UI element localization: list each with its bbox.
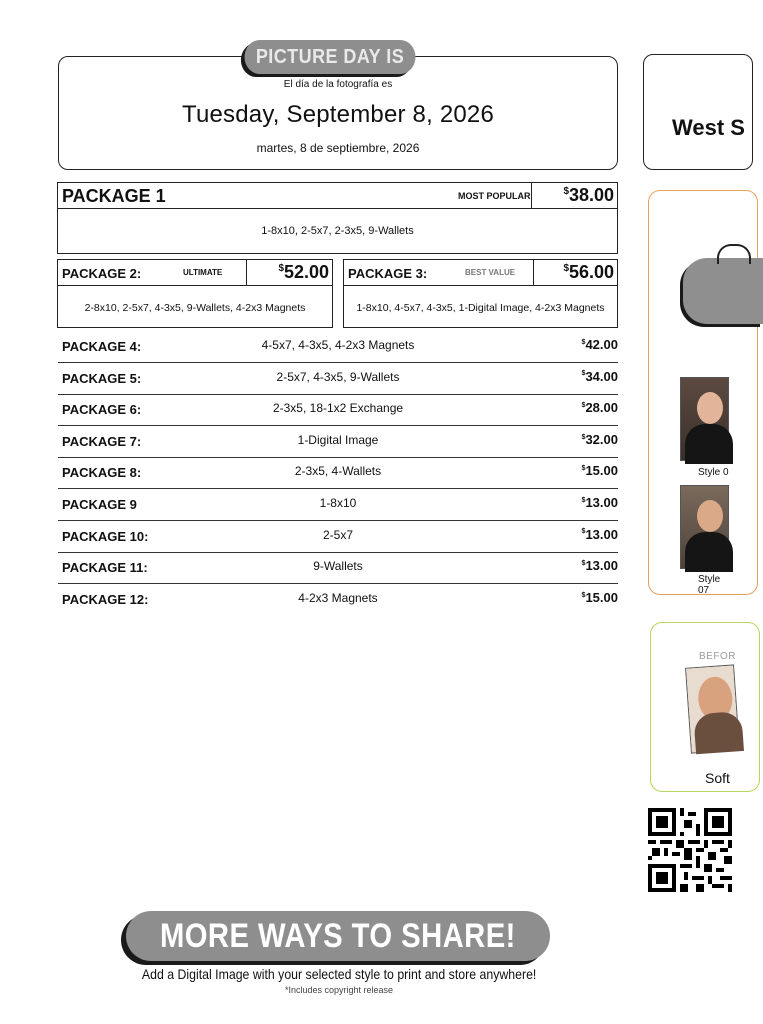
package-2-price-cell	[246, 260, 333, 285]
package-price: $13.00	[581, 495, 618, 510]
school-name-partial: West S	[672, 115, 745, 140]
package-2-box	[57, 259, 333, 328]
style-photo-2	[680, 485, 729, 569]
school-name-box	[643, 54, 753, 170]
package-name: PACKAGE 5:	[62, 370, 142, 386]
package-row	[58, 552, 618, 584]
package-2-price: $52.00	[278, 262, 329, 282]
package-contents: 2-3x5, 18-1x2 Exchange	[272, 401, 404, 416]
qr-code-icon	[648, 808, 732, 892]
package-contents: 2-5x7	[322, 527, 354, 542]
bag-icon	[683, 258, 763, 324]
package-price: $13.00	[581, 558, 618, 574]
package-name: PACKAGE 6:	[62, 402, 142, 418]
package-contents: 1-Digital Image	[297, 432, 379, 447]
package-1-badge: MOST POPULAR	[458, 191, 531, 201]
package-1-contents: 1-8x10, 2-5x7, 2-3x5, 9-Wallets	[261, 225, 414, 237]
picture-day-date: Tuesday, September 8, 2026	[181, 101, 495, 128]
package-2-contents: 2-8x10, 2-5x7, 4-3x5, 9-Wallets, 4-2x3 Magnets	[84, 302, 306, 314]
package-1-price: $38.00	[563, 185, 614, 205]
package-row	[58, 521, 618, 553]
package-name: PACKAGE 9	[62, 497, 137, 512]
digital-image-line-text: Add a Digital Image with your selected style to print and store anywhere!	[141, 966, 537, 982]
package-3-name: PACKAGE 3:	[348, 266, 428, 281]
package-1-price-cell	[531, 183, 618, 208]
style-photo-1	[680, 377, 729, 461]
package-3-price-cell	[533, 260, 618, 285]
package-name: PACKAGE 7:	[62, 433, 142, 449]
package-contents: 4-2x3 Magnets	[298, 590, 378, 605]
style-label-2: Style 07	[698, 574, 721, 596]
package-1-box	[57, 182, 618, 254]
package-2-name: PACKAGE 2:	[62, 266, 142, 281]
package-contents: 1-8x10	[319, 496, 357, 510]
package-name: PACKAGE 8:	[62, 465, 142, 481]
package-3-badge: BEST VALUE	[465, 268, 516, 277]
package-contents: 2-3x5, 4-Wallets	[294, 464, 382, 479]
package-row	[58, 584, 618, 616]
package-price: $15.00	[581, 463, 618, 479]
before-photo	[685, 664, 740, 753]
package-price: $42.00	[581, 337, 618, 352]
package-1-header	[58, 183, 617, 209]
package-contents: 2-5x7, 4-3x5, 9-Wallets	[276, 369, 400, 384]
more-ways-banner-text: MORE WAYS TO SHARE!	[160, 916, 516, 955]
package-price: $28.00	[581, 400, 618, 416]
package-row	[58, 331, 618, 363]
package-price: $13.00	[581, 526, 618, 542]
package-3-contents: 1-8x10, 4-5x7, 4-3x5, 1-Digital Image, 4-2x3 Magnets	[356, 302, 605, 314]
package-price: $15.00	[581, 589, 618, 605]
package-row	[58, 489, 618, 521]
package-row	[58, 394, 618, 426]
package-name: PACKAGE 11:	[62, 560, 148, 576]
copyright-note: *Includes copyright release	[284, 985, 394, 995]
picture-day-subtitle-es: El día de la fotografía es	[283, 79, 393, 90]
digital-image-line	[0, 966, 678, 982]
more-ways-banner	[126, 911, 550, 961]
package-name: PACKAGE 4:	[62, 339, 142, 354]
package-contents: 4-5x7, 4-3x5, 4-2x3 Magnets	[261, 338, 415, 352]
package-contents: 9-Wallets	[313, 559, 363, 574]
package-1-name: PACKAGE 1	[62, 186, 166, 206]
package-row	[58, 363, 618, 395]
picture-day-badge: PICTURE DAY IS	[245, 40, 416, 74]
package-2-badge: ULTIMATE	[183, 268, 223, 277]
package-row	[58, 426, 618, 458]
package-name: PACKAGE 12:	[62, 591, 149, 607]
package-price: $32.00	[581, 431, 618, 447]
package-price: $34.00	[581, 368, 618, 384]
package-2-header	[58, 260, 332, 286]
package-row	[58, 457, 618, 489]
package-name: PACKAGE 10:	[62, 528, 149, 544]
before-label: BEFOR	[699, 651, 736, 662]
package-3-price: $56.00	[563, 262, 614, 282]
style-label-1: Style 0	[698, 467, 729, 478]
picture-day-date-es: martes, 8 de septiembre, 2026	[256, 141, 420, 155]
package-3-box	[343, 259, 618, 328]
package-3-header	[344, 260, 617, 286]
soft-label: Soft	[705, 770, 730, 786]
